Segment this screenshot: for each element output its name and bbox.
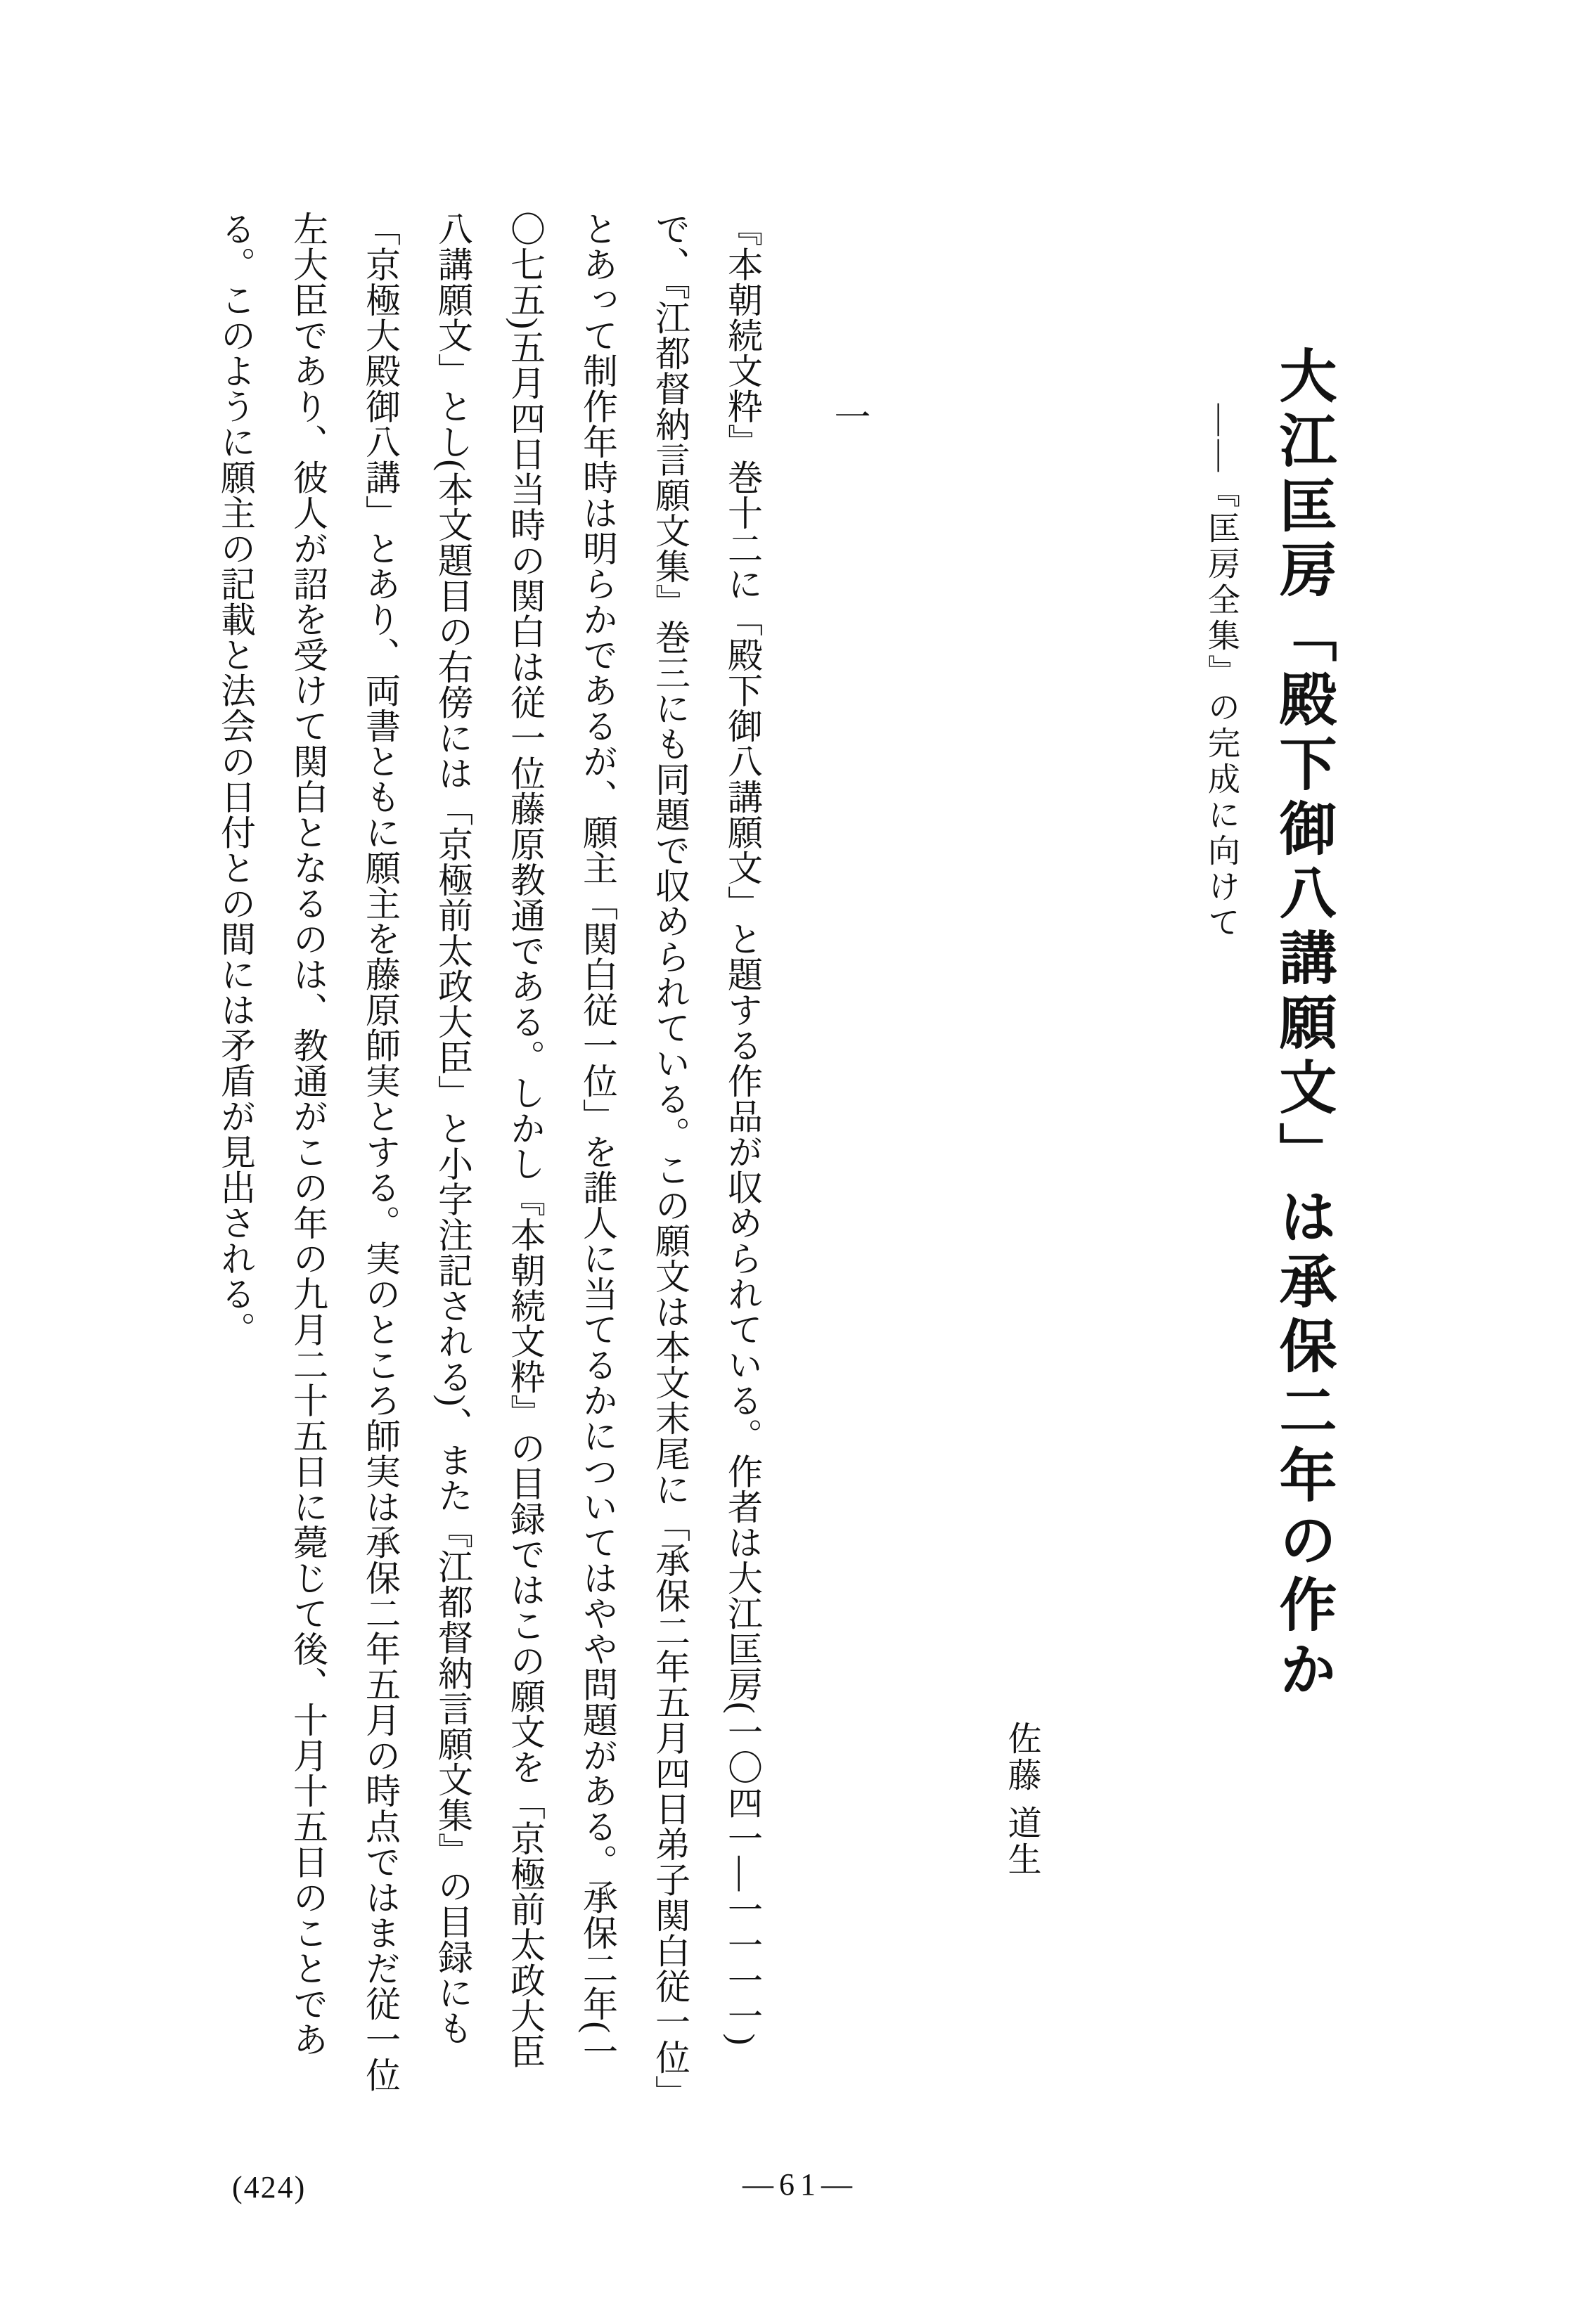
article-title: 大江匡房「殿下御八講願文」は承保二年の作か [1271, 346, 1335, 1704]
body-column: 八講願文」とし(本文題目の右傍には「京極前太政大臣」と小字注記される)、また『江都督納言願文集』の目録にも [433, 211, 472, 2046]
body-column: 〇七五)五月四日当時の関白は従一位藤原教通である。しかし『本朝続文粋』の目録ではこの願文を「京極前太政大臣 [506, 211, 545, 2070]
body-column: 「京極大殿御八講」とあり、両書ともに願主を藤原師実とする。実のところ師実は承保二年五月の時点ではまだ従一位 [361, 211, 400, 2093]
body-column: 『本朝続文粋』巻十二に「殿下御八講願文」と題する作品が収められている。作者は大江匡房(一〇四一―一一一一) [723, 211, 762, 2046]
author-name: 佐藤 道生 [1003, 1721, 1040, 1878]
section-number-heading: 一 [828, 398, 868, 434]
volume-page-number: (424) [232, 2170, 307, 2204]
body-column: る。このように願主の記載と法会の日付との間には矛盾が見出される。 [216, 211, 255, 1347]
body-column: 左大臣であり、彼人が詔を受けて関白となるのは、教通がこの年の九月二十五日に薨じて後、十月十五日のことであ [288, 211, 328, 2057]
article-subtitle: ――『匡房全集』の完成に向けて [1204, 404, 1240, 941]
body-column: とあって制作年時は明らかであるが、願主「関白従一位」を誰人に当てるかについてはやや問題がある。承保二年(一 [578, 211, 617, 2070]
page-number: ―61― [742, 2167, 858, 2202]
body-column: で、『江都督納言願文集』巻三にも同題で収められている。この願文は本文末尾に「承保二年五月四日弟子関白従一位」 [650, 211, 690, 2110]
